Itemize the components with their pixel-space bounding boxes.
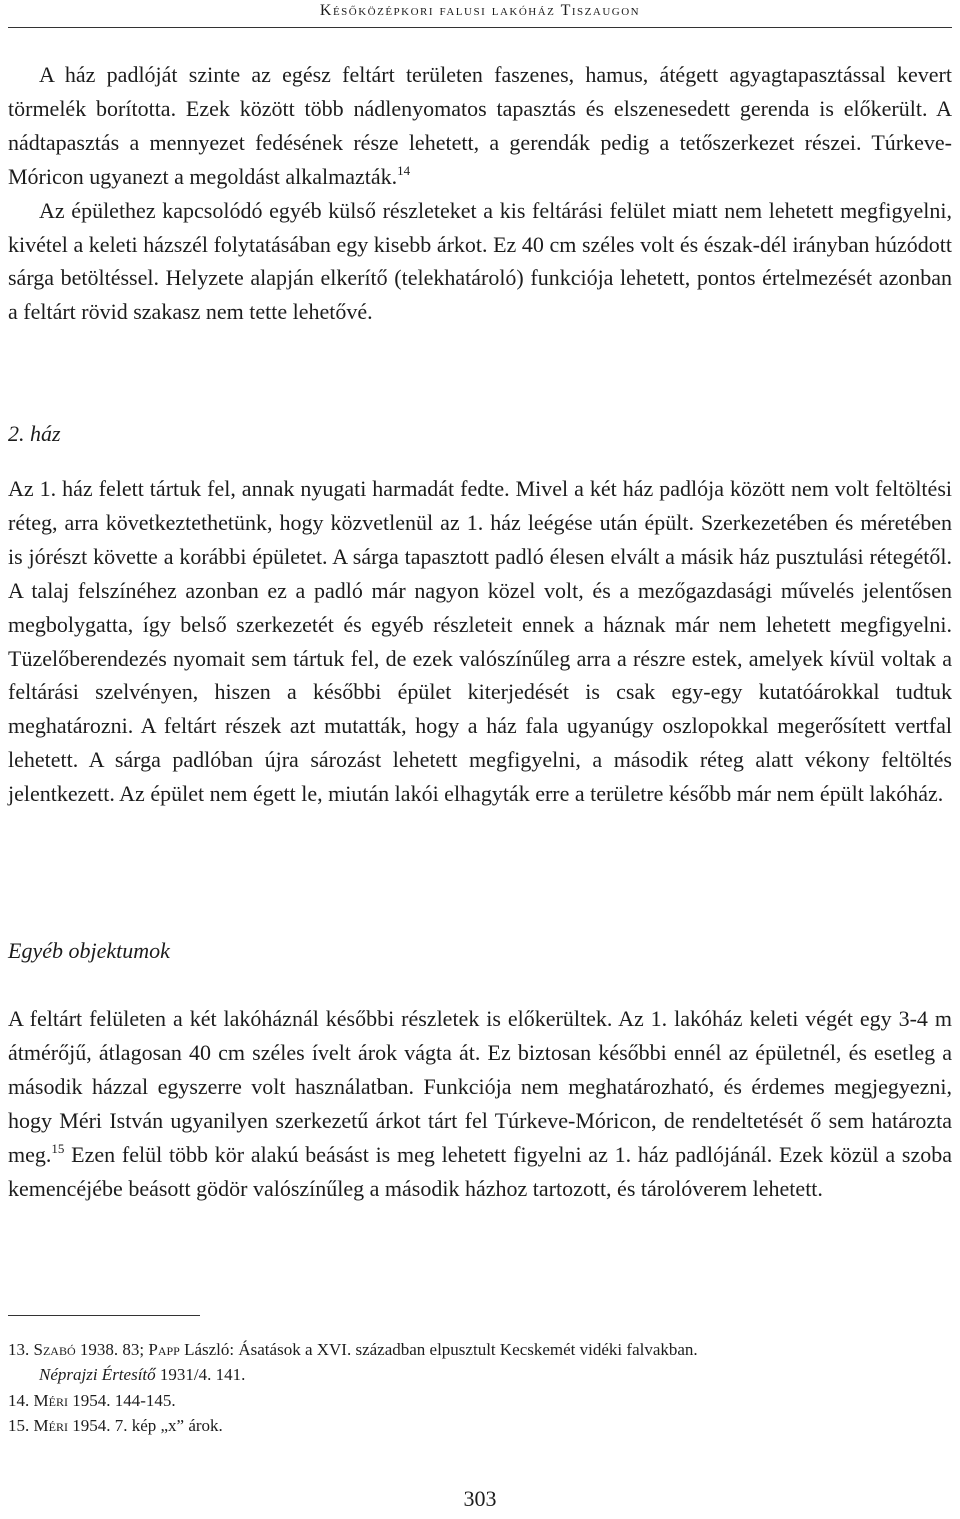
footnote-text: 1931/4. 141. <box>155 1365 246 1385</box>
footnote-author: Méri <box>33 1415 68 1435</box>
page-number: 303 <box>463 1486 497 1511</box>
paragraph-text: Az épülethez kapcsolódó egyéb külső részleteket a kis feltárási felület miatt nem lehetett megfigyelni, kivétel a keleti házszél folytatásában egy kisebb árkot. Ez 40 cm széles volt és észak-dél irányban húzódott sárga betöltéssel. Helyzete alapján elkerítő (telekhatároló) funkciója lehetett, pontos értelmezését azonban a feltárt rövid szakasz nem tette lehetővé. <box>8 197 952 325</box>
footnote-author: Szabó <box>33 1340 76 1359</box>
footnote-continuation <box>8 1362 952 1387</box>
footnote-text: László: Ásatások a XVI. században elpusztult Kecskemét vidéki falvakban. <box>179 1340 698 1359</box>
footnote-15 <box>8 1413 952 1438</box>
footnote-ref[interactable]: 14 <box>397 162 411 178</box>
footnotes <box>8 1337 952 1438</box>
footnote-text: 1938. 83; <box>75 1340 149 1359</box>
footnote-number: 15. <box>8 1415 30 1435</box>
footnote-journal: Néprajzi Értesítő <box>39 1365 156 1385</box>
footnote-ref[interactable]: 15 <box>51 1140 65 1156</box>
footnote-text: 1954. 144-145. <box>67 1390 176 1410</box>
paragraph-text: A feltárt felületen a két lakóháznál későbbi részletek is előkerültek. Az 1. lakóház keleti végét egy 3-4 m átmérőjű, átlagosan 40 cm széles ívelt árok vágta át. Ez biztosan későbbi ennél az épületnél, és esetleg a második házzal egyszerre volt használatban. Funkciója nem meghatározható, és érdemes megjegyezni, hogy Méri István ugyanilyen szerkezetű árkot tárt fel Túrkeve-Móricon, de rendeltetését ő sem határozta meg. <box>8 1006 952 1167</box>
footnote-text: 1954. 7. kép „x” árok. <box>67 1415 223 1435</box>
footnote-author: Papp <box>148 1340 180 1359</box>
section-heading-other-features: Egyéb objektumok <box>8 938 170 963</box>
footnote-13 <box>8 1337 952 1388</box>
paragraph-text: A ház padlóját szinte az egész feltárt területen faszenes, hamus, átégett agyagtapasztással kevert törmelék borította. Ezek között több nádlenyomatos tapasztás és elszenesedett gerenda is előkerült. A nádtapasztás a mennyezet fedésének része lehetett, a gerendák pedig a tetőszerkezet részei. Túrkeve-Móricon ugyanezt a megoldást alkalmazták. <box>8 62 952 189</box>
running-head: Későközépkori falusi lakóház Tiszaugon <box>319 2 641 19</box>
footnote-number: 13. <box>8 1340 30 1359</box>
footnote-rule <box>8 1315 200 1316</box>
footnote-author: Méri <box>33 1390 68 1410</box>
paragraph-text: Ezen felül több kör alakú beásást is meg lehetett figyelni az 1. ház padlójánál. Ezek közül a szoba kemencéjébe beásott gödör valószínűleg a második házhoz tartozott, és tárolóverem lehetett. <box>8 1141 952 1201</box>
section-heading-house2: 2. ház <box>8 421 61 446</box>
header-rule <box>8 27 952 28</box>
section-other-features-text <box>8 1002 952 1205</box>
footnote-14 <box>8 1388 952 1413</box>
paragraph <box>8 58 952 194</box>
footnote-number: 14. <box>8 1390 30 1410</box>
section-house1-text <box>8 58 952 329</box>
paragraph <box>8 472 952 811</box>
section-house2-text <box>8 472 952 811</box>
paragraph-text: Az 1. ház felett tártuk fel, annak nyugati harmadát fedte. Mivel a két ház padlója között nem volt feltöltési réteg, arra következtethetünk, hogy közvetlenül az 1. ház leégése után épült. Szerkezetében és méretében is jórészt követte a korábbi épületet. A sárga tapasztott padló élesen elvált a másik ház pusztulási rétegétől. A talaj felszínéhez azonban ez a padló már nagyon közel volt, és a mezőgazdasági művelés jelentősen megbolygatta, így belső szerkezetét és egyéb részleteit ennek a háznak már nem lehetett megfigyelni. Tüzelőberendezés nyomait sem tártuk fel, de ezek valószínűleg arra a részre estek, amelyek kívül voltak a feltárási szelvényen, hiszen a későbbi épület kiterjedését is csak egy-egy kutatóárokkal tudtuk meghatározni. A feltárt részek azt mutatták, hogy a ház fala ugyanúgy oszlopokkal megerősített vertfal lehetett. A sárga padlóban újra sározást lehetett megfigyelni, a második réteg alatt vékony feltöltés jelentkezett. Az épület nem égett le, miután lakói elhagyták erre a területre később már nem épült lakóház. <box>8 476 952 807</box>
paragraph <box>8 194 952 330</box>
paragraph <box>8 1002 952 1205</box>
